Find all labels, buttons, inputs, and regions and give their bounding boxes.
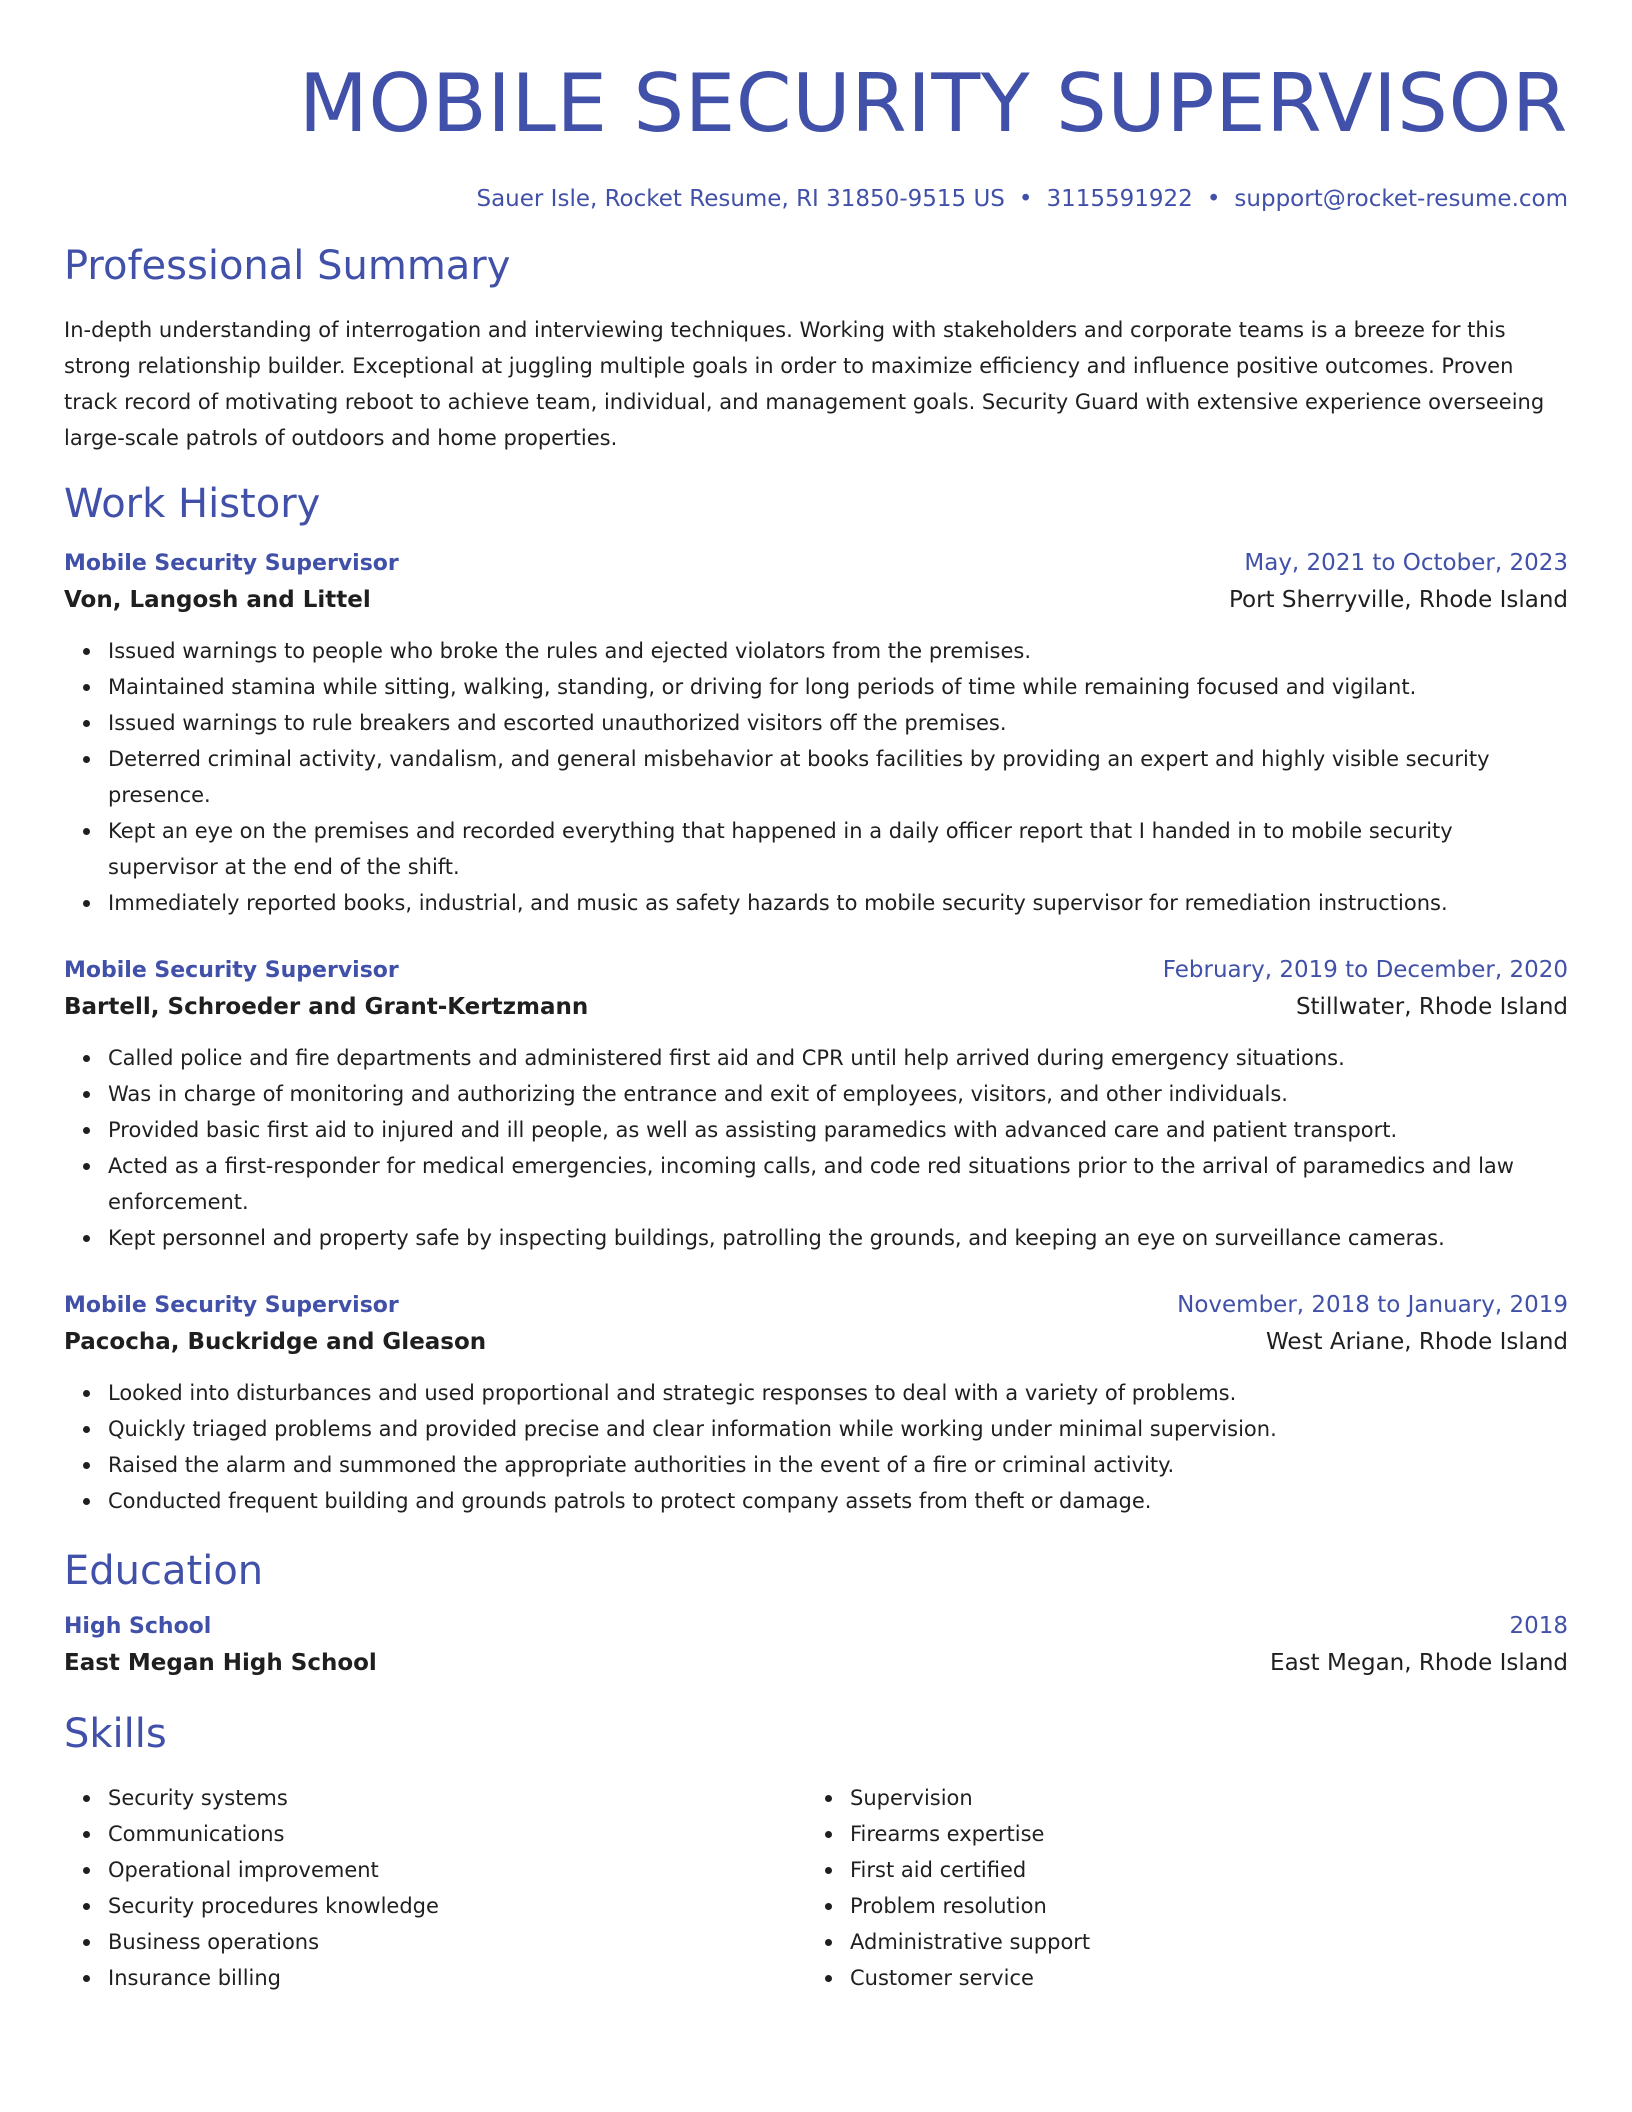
- job-bullet: Was in charge of monitoring and authorizing the entrance and exit of employees, visitors, and other individuals.: [108, 1076, 1568, 1112]
- job-location: Stillwater, Rhode Island: [1295, 994, 1568, 1020]
- contact-separator: •: [1018, 186, 1033, 212]
- skill-item: Communications: [108, 1816, 806, 1852]
- job-bullet: Looked into disturbances and used proportional and strategic responses to deal with a variety of problems.: [108, 1375, 1568, 1411]
- candidate-name: MOBILE SECURITY SUPERVISOR: [298, 57, 1568, 150]
- skills-columns: [64, 1780, 1568, 1996]
- job-bullet: Kept an eye on the premises and recorded everything that happened in a daily officer report that I handed in to mobile security supervisor at the end of the shift.: [108, 813, 1568, 885]
- contact-address: Sauer Isle, Rocket Resume, RI 31850-9515 US: [476, 186, 1005, 212]
- job-bullet: Raised the alarm and summoned the appropriate authorities in the event of a fire or criminal activity.: [108, 1447, 1568, 1483]
- contact-phone: 3115591922: [1046, 186, 1193, 212]
- job-location: West Ariane, Rhode Island: [1266, 1329, 1568, 1355]
- job-bullet: Deterred criminal activity, vandalism, and general misbehavior at books facilities by providing an expert and highly visible security presence.: [108, 741, 1568, 813]
- education-school: East Megan High School: [64, 1650, 377, 1676]
- job-company: Von, Langosh and Littel: [64, 587, 371, 613]
- contact-email: support@rocket-resume.com: [1234, 186, 1568, 212]
- summary-text: In-depth understanding of interrogation and interviewing techniques. Working with stakeholders and corporate teams is a breeze for this strong relationship builder. Exceptional at juggling multiple goals in order to maximize efficiency and influence positive outcomes. Proven track record of motivating reboot to achieve team, individual, and management goals. Security Guard with extensive experience overseeing large-scale patrols of outdoors and home properties.: [64, 318, 1545, 450]
- skill-item: Problem resolution: [850, 1888, 1548, 1924]
- job-title: Mobile Security Supervisor: [64, 958, 399, 983]
- section-title-summary: Professional Summary: [64, 243, 511, 289]
- job-title: Mobile Security Supervisor: [64, 551, 399, 576]
- job-bullet: Conducted frequent building and grounds patrols to protect company assets from theft or damage.: [108, 1483, 1568, 1519]
- job-entry: [64, 1288, 1568, 1519]
- job-bullets: [64, 633, 1568, 921]
- skills-column-right: [806, 1780, 1548, 1996]
- contact-line: [64, 184, 1568, 214]
- job-entry: [64, 546, 1568, 921]
- job-bullet: Kept personnel and property safe by inspecting buildings, patrolling the grounds, and keeping an eye on surveillance cameras.: [108, 1220, 1568, 1256]
- skill-item: Administrative support: [850, 1924, 1548, 1960]
- section-title-skills: Skills: [64, 1711, 167, 1757]
- job-title: Mobile Security Supervisor: [64, 1293, 399, 1318]
- job-company: Bartell, Schroeder and Grant-Kertzmann: [64, 994, 589, 1020]
- education-location: East Megan, Rhode Island: [1270, 1650, 1568, 1676]
- skill-item: First aid certified: [850, 1852, 1548, 1888]
- section-title-work-history: Work History: [64, 481, 321, 527]
- job-bullet: Maintained stamina while sitting, walking, standing, or driving for long periods of time while remaining focused and vigilant.: [108, 669, 1568, 705]
- section-title-education: Education: [64, 1548, 264, 1594]
- skill-item: Supervision: [850, 1780, 1548, 1816]
- skill-item: Firearms expertise: [850, 1816, 1548, 1852]
- education-degree: High School: [64, 1614, 212, 1639]
- skill-item: Security systems: [108, 1780, 806, 1816]
- job-dates: May, 2021 to October, 2023: [1244, 550, 1568, 576]
- job-bullets: [64, 1040, 1568, 1256]
- job-bullet: Called police and fire departments and administered first aid and CPR until help arrived during emergency situations.: [108, 1040, 1568, 1076]
- job-entry: [64, 953, 1568, 1256]
- skill-item: Business operations: [108, 1924, 806, 1960]
- job-bullets: [64, 1375, 1568, 1519]
- job-bullet: Quickly triaged problems and provided precise and clear information while working under minimal supervision.: [108, 1411, 1568, 1447]
- education-entry: [64, 1609, 1568, 1682]
- job-bullet: Issued warnings to rule breakers and escorted unauthorized visitors off the premises.: [108, 705, 1568, 741]
- job-dates: November, 2018 to January, 2019: [1177, 1292, 1568, 1318]
- education-year: 2018: [1509, 1613, 1568, 1639]
- skills-column-left: [64, 1780, 806, 1996]
- job-bullet: Issued warnings to people who broke the rules and ejected violators from the premises.: [108, 633, 1568, 669]
- contact-separator: •: [1206, 186, 1221, 212]
- resume-page: [64, 0, 1568, 1996]
- job-company: Pacocha, Buckridge and Gleason: [64, 1329, 487, 1355]
- job-dates: February, 2019 to December, 2020: [1162, 957, 1568, 983]
- skill-item: Operational improvement: [108, 1852, 806, 1888]
- skill-item: Customer service: [850, 1960, 1548, 1996]
- job-bullet: Immediately reported books, industrial, and music as safety hazards to mobile security supervisor for remediation instructions.: [108, 885, 1568, 921]
- skill-item: Security procedures knowledge: [108, 1888, 806, 1924]
- skill-item: Insurance billing: [108, 1960, 806, 1996]
- job-bullet: Acted as a first-responder for medical emergencies, incoming calls, and code red situations prior to the arrival of paramedics and law enforcement.: [108, 1148, 1568, 1220]
- job-bullet: Provided basic first aid to injured and ill people, as well as assisting paramedics with advanced care and patient transport.: [108, 1112, 1568, 1148]
- job-location: Port Sherryville, Rhode Island: [1228, 587, 1568, 613]
